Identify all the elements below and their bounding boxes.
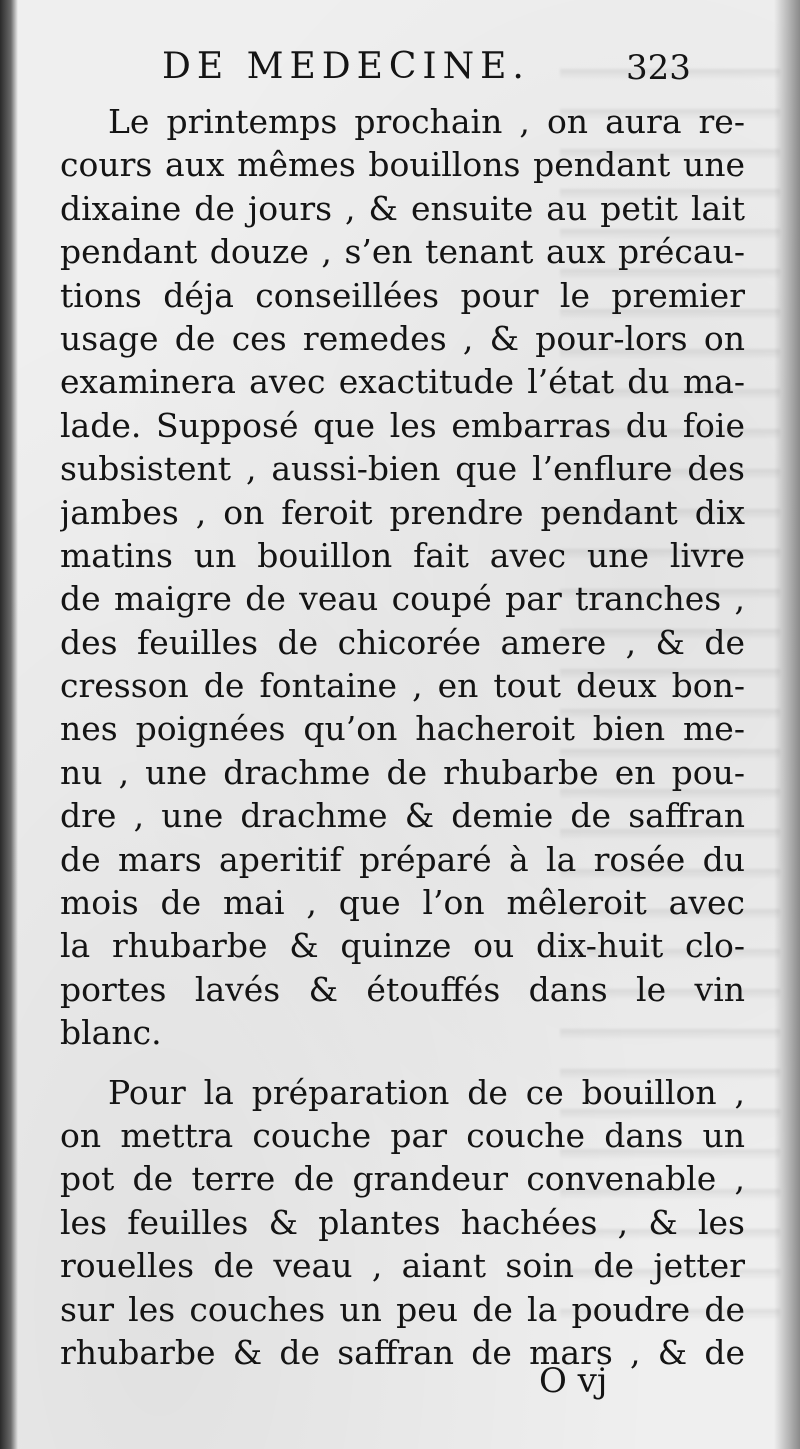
text-line: subsistent , aussi-bien que l’enflure des bbox=[60, 449, 745, 489]
text-line: rouelles de veau , aiant soin de jetter bbox=[60, 1246, 745, 1286]
text-line: nu , une drachme de rhubarbe en pou- bbox=[60, 752, 745, 792]
text-line: cresson de fontaine , en tout deux bon- bbox=[60, 666, 745, 706]
text-line: la rhubarbe & quinze ou dix-huit clo- bbox=[60, 926, 745, 966]
text-line: matins un bouillon fait avec une livre bbox=[60, 535, 745, 575]
text-line: sur les couches un peu de la poudre de bbox=[60, 1289, 745, 1329]
page-header bbox=[0, 46, 800, 86]
text-line: nes poignées qu’on hacheroit bien me- bbox=[60, 709, 745, 749]
paragraph-2 bbox=[60, 1071, 745, 1375]
signature-mark: O vj bbox=[539, 1361, 608, 1401]
paragraph-1 bbox=[60, 100, 745, 1055]
text-line: de mars aperitif préparé à la rosée du bbox=[60, 839, 745, 879]
text-line: jambes , on feroit prendre pendant dix bbox=[60, 492, 745, 532]
text-line: mois de mai , que l’on mêleroit avec bbox=[60, 883, 745, 923]
text-line: usage de ces remedes , & pour-lors on bbox=[60, 318, 745, 358]
text-line: tions déja conseillées pour le premier bbox=[60, 275, 745, 315]
text-line: Le printemps prochain , on aura re- bbox=[108, 102, 745, 141]
text-line: les feuilles & plantes hachées , & les bbox=[60, 1202, 745, 1242]
body-text bbox=[60, 100, 745, 1374]
text-line: blanc. bbox=[60, 1013, 162, 1053]
text-line: Pour la préparation de ce bouillon , bbox=[108, 1072, 745, 1112]
text-line: dre , une drachme & demie de saffran bbox=[60, 796, 745, 836]
page-number: 323 bbox=[626, 48, 691, 88]
text-line: pot de terre de grandeur convenable , bbox=[60, 1159, 745, 1199]
text-line: cours aux mêmes bouillons pendant une bbox=[60, 145, 745, 185]
text-line: portes lavés & étouffés dans le vin bbox=[60, 969, 745, 1009]
text-line: on mettra couche par couche dans un bbox=[60, 1115, 745, 1155]
text-line: des feuilles de chicorée amere , & de bbox=[60, 622, 745, 662]
text-line: de maigre de veau coupé par tranches , bbox=[60, 579, 745, 619]
text-line: rhubarbe & de saffran de mars , & de bbox=[60, 1332, 745, 1372]
text-line: dixaine de jours , & ensuite au petit lait bbox=[60, 188, 745, 228]
page-gutter-shadow bbox=[0, 0, 18, 1449]
text-line: pendant douze , s’en tenant aux précau- bbox=[60, 232, 745, 272]
text-line: lade. Supposé que les embarras du foie bbox=[60, 405, 745, 445]
running-head: DE MEDECINE. bbox=[162, 46, 530, 87]
text-line: examinera avec exactitude l’état du ma- bbox=[60, 362, 745, 402]
